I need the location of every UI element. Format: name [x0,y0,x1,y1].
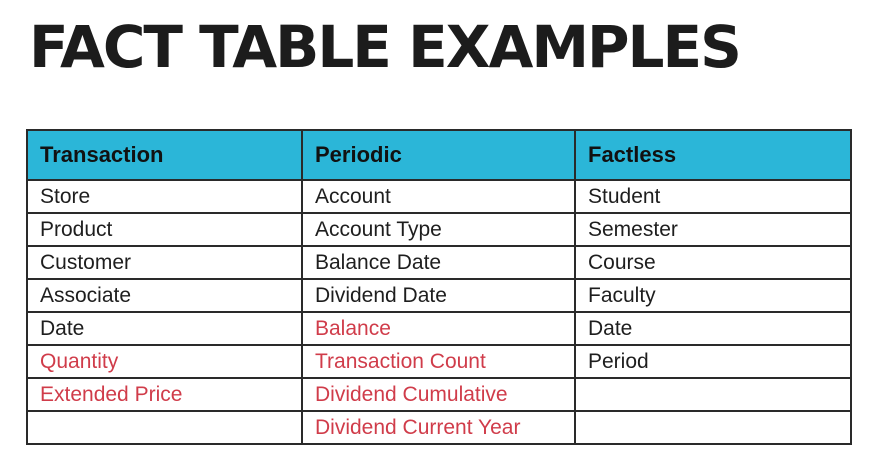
column-header-factless: Factless [575,130,851,180]
table-row [27,213,851,246]
table-cell-periodic: Balance Date [302,246,575,279]
table-cell-factless: Faculty [575,279,851,312]
table-cell-transaction: Customer [27,246,302,279]
table-row [27,279,851,312]
table-cell-transaction: Store [27,180,302,213]
table-cell-factless: Course [575,246,851,279]
table-cell-transaction: Extended Price [27,378,302,411]
table-row [27,246,851,279]
table-cell-factless: Period [575,345,851,378]
table-cell-transaction [27,411,302,444]
table-cell-transaction: Quantity [27,345,302,378]
table-cell-transaction: Date [27,312,302,345]
table-cell-periodic: Dividend Date [302,279,575,312]
table-cell-factless [575,411,851,444]
table-cell-periodic: Dividend Current Year [302,411,575,444]
table-cell-transaction: Product [27,213,302,246]
column-header-periodic: Periodic [302,130,575,180]
table-row [27,312,851,345]
table-cell-periodic: Transaction Count [302,345,575,378]
table-cell-factless [575,378,851,411]
table-cell-periodic: Balance [302,312,575,345]
table-cell-factless: Date [575,312,851,345]
table-cell-factless: Student [575,180,851,213]
page-title: FACT TABLE EXAMPLES [29,13,740,81]
table-row [27,411,851,444]
table-row [27,345,851,378]
table-cell-periodic: Dividend Cumulative [302,378,575,411]
table-row [27,378,851,411]
table-cell-factless: Semester [575,213,851,246]
table-row [27,180,851,213]
table-header-row [27,130,851,180]
table-cell-periodic: Account [302,180,575,213]
table-cell-transaction: Associate [27,279,302,312]
fact-table-examples [26,129,852,445]
column-header-transaction: Transaction [27,130,302,180]
table-body [27,180,851,444]
table-cell-periodic: Account Type [302,213,575,246]
